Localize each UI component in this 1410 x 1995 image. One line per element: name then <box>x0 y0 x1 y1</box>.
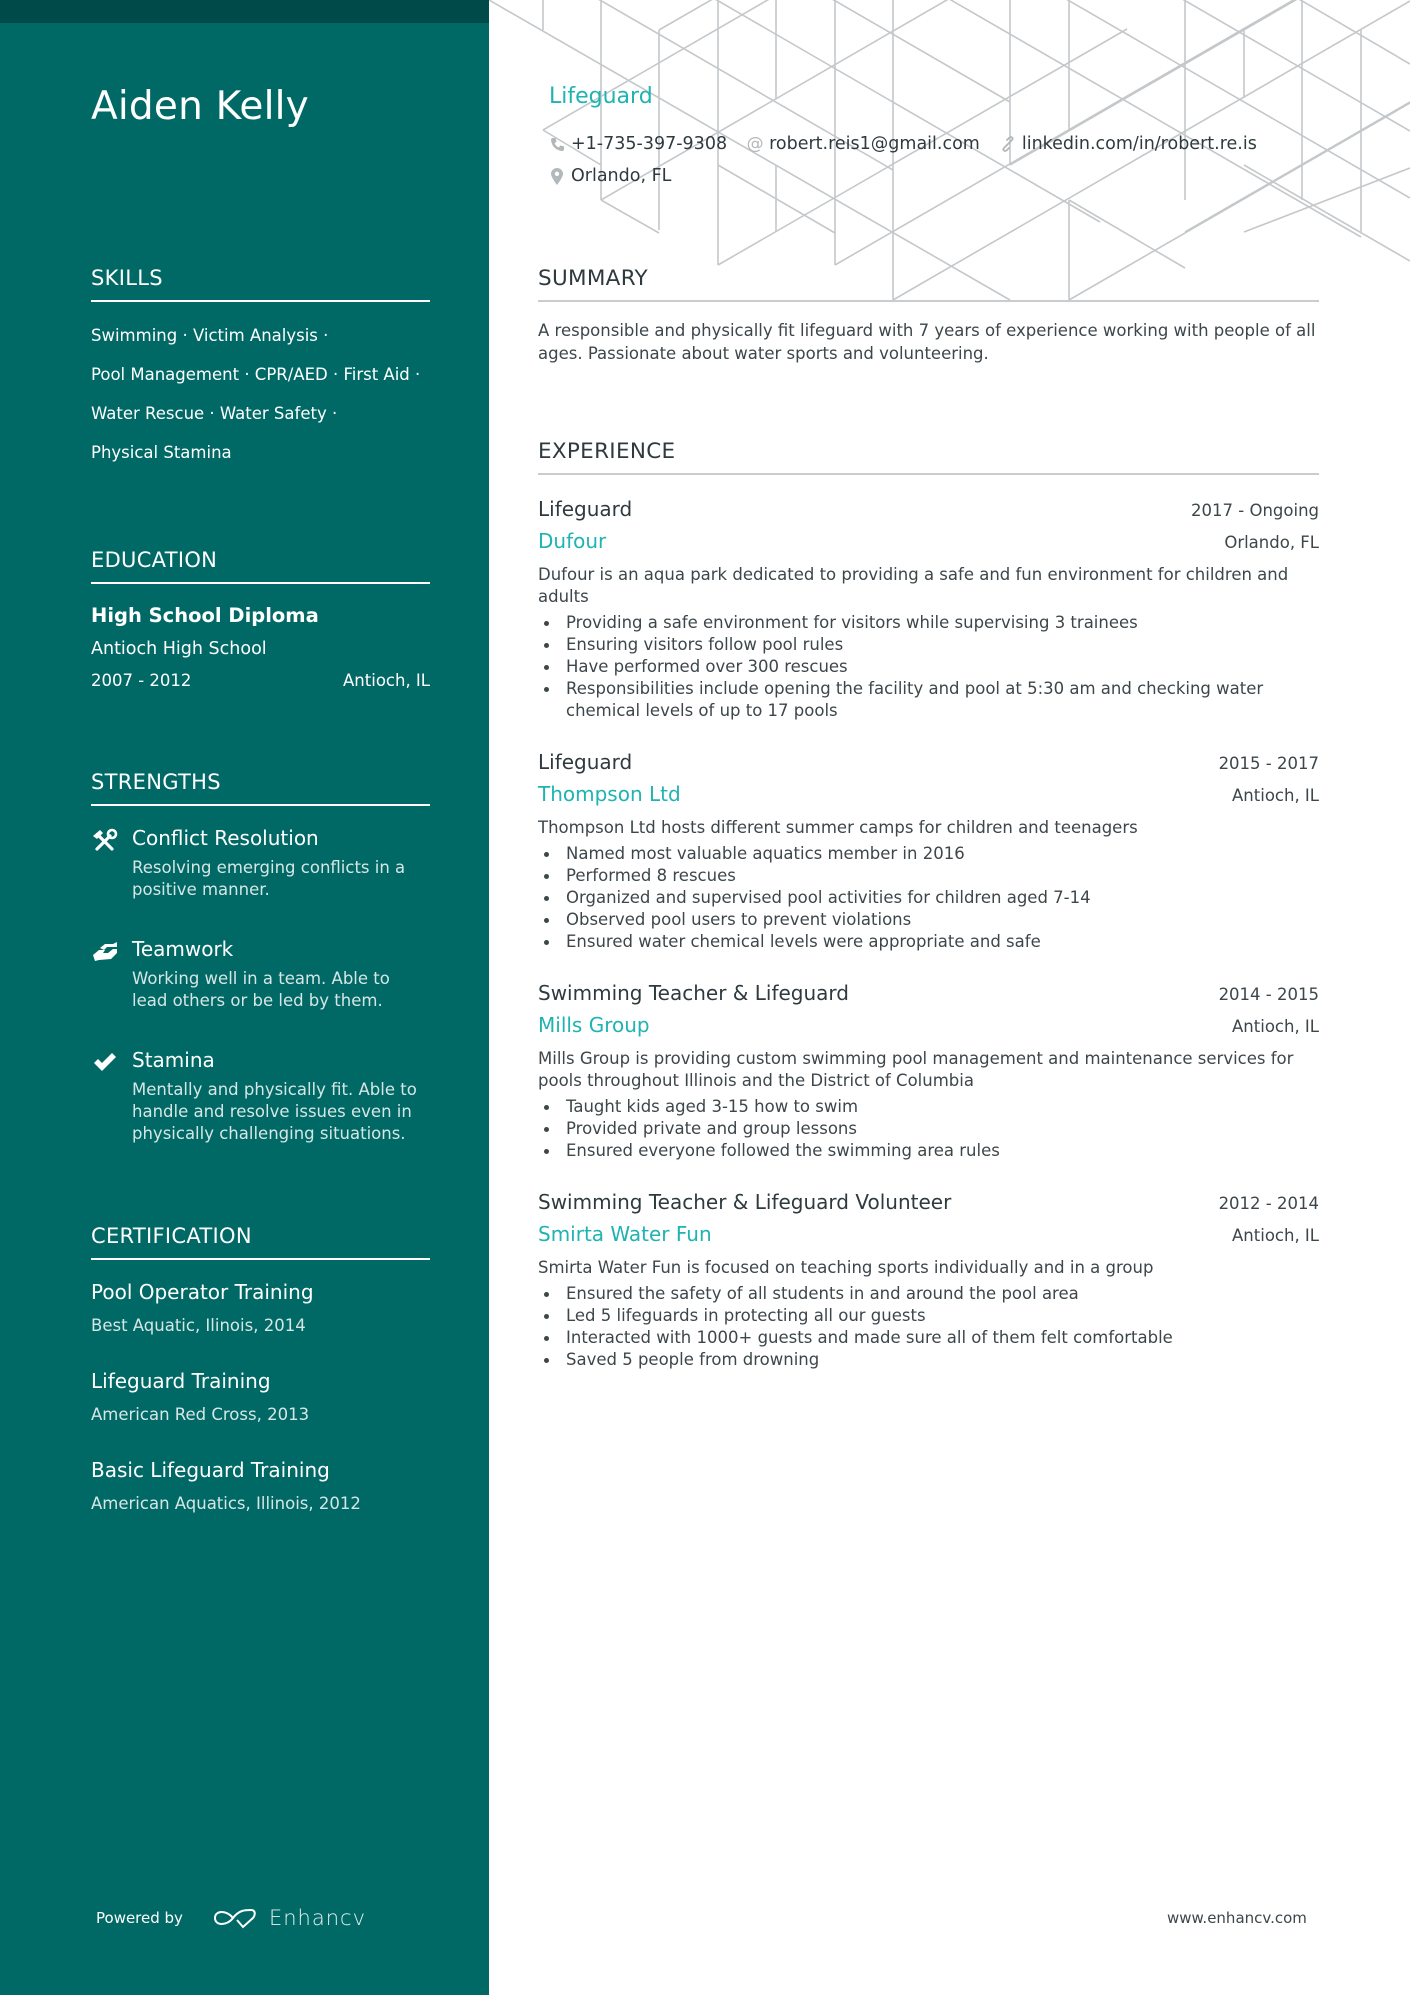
education-dates: 2007 - 2012 <box>91 671 192 690</box>
experience-role: Swimming Teacher & Lifeguard Volunteer <box>538 1190 952 1214</box>
phone-value: +1-735-397-9308 <box>571 134 728 154</box>
skills-list <box>91 316 430 472</box>
strength-item <box>91 826 430 901</box>
contact-phone[interactable] <box>549 134 727 154</box>
hammer-wrench-icon <box>91 828 119 854</box>
bullet-item: Organized and supervised pool activities for children aged 7-14 <box>538 887 1319 909</box>
strength-title: Stamina <box>132 1048 215 1072</box>
strength-description: Working well in a team. Able to lead others or be led by them. <box>132 969 390 1010</box>
bullet-item: Responsibilities include opening the facility and pool at 5:30 am and checking water chemical levels of up to 17 pools <box>538 678 1319 722</box>
education-location: Antioch, IL <box>343 671 430 690</box>
powered-by-label: Powered by <box>96 1909 183 1927</box>
education-school: Antioch High School <box>91 639 267 659</box>
experience-dates: 2017 - Ongoing <box>1191 501 1319 520</box>
skills-section <box>91 266 430 472</box>
contact-location <box>549 166 671 186</box>
experience-location: Antioch, IL <box>1232 1017 1319 1036</box>
bullet-item: Interacted with 1000+ guests and made sure all of them felt comfortable <box>538 1327 1319 1349</box>
experience-role: Lifeguard <box>538 750 633 774</box>
website-link[interactable]: www.enhancv.com <box>1167 1909 1307 1927</box>
bullet-item: Named most valuable aquatics member in 2016 <box>538 843 1319 865</box>
bullet-item: Saved 5 people from drowning <box>538 1349 1319 1371</box>
skill-line: Swimming · Victim Analysis · <box>91 326 329 345</box>
experience-item <box>538 1190 1319 1371</box>
strength-item <box>91 1048 430 1145</box>
enhancv-brand: Enhancv <box>268 1906 366 1930</box>
summary-section <box>538 266 1319 365</box>
contact-email[interactable] <box>747 134 980 154</box>
summary-heading: SUMMARY <box>538 266 1319 302</box>
link-icon <box>1000 135 1016 153</box>
skill-line: Water Rescue · Water Safety · <box>91 404 338 423</box>
certification-item <box>91 1458 430 1513</box>
checkmark-icon <box>91 1050 119 1076</box>
strengths-section <box>91 770 430 1145</box>
job-title: Lifeguard <box>549 84 653 109</box>
strengths-heading: STRENGTHS <box>91 770 430 806</box>
experience-bullets <box>538 1096 1319 1162</box>
bullet-item: Providing a safe environment for visitors while supervising 3 trainees <box>538 612 1319 634</box>
experience-role: Swimming Teacher & Lifeguard <box>538 981 849 1005</box>
certification-title: Pool Operator Training <box>91 1280 314 1304</box>
summary-text: A responsible and physically fit lifeguard with 7 years of experience working with people of all ages. Passionate about water sports and volunteering. <box>538 321 1316 363</box>
strength-title: Teamwork <box>132 937 234 961</box>
strength-item <box>91 937 430 1012</box>
enhancv-logo-icon <box>211 1906 259 1930</box>
strength-description: Mentally and physically fit. Able to handle and resolve issues even in physically challenging situations. <box>132 1080 417 1143</box>
experience-dates: 2014 - 2015 <box>1218 985 1319 1004</box>
geometric-pattern <box>489 0 1410 310</box>
skill-line: Pool Management · CPR/AED · First Aid · <box>91 365 421 384</box>
strength-description: Resolving emerging conflicts in a positive manner. <box>132 858 406 899</box>
email-value: robert.reis1@gmail.com <box>769 134 980 154</box>
bullet-item: Provided private and group lessons <box>538 1118 1319 1140</box>
experience-company: Smirta Water Fun <box>538 1222 712 1246</box>
skills-heading: SKILLS <box>91 266 430 302</box>
at-icon: @ <box>746 134 764 154</box>
phone-icon <box>549 135 565 153</box>
education-degree: High School Diploma <box>91 604 319 627</box>
certification-item <box>91 1280 430 1335</box>
candidate-name: Aiden Kelly <box>91 84 309 129</box>
bullet-item: Ensured everyone followed the swimming area rules <box>538 1140 1319 1162</box>
handshake-icon <box>91 939 119 965</box>
experience-company: Thompson Ltd <box>538 782 681 806</box>
experience-bullets <box>538 612 1319 722</box>
experience-item <box>538 750 1319 953</box>
experience-bullets <box>538 1283 1319 1371</box>
sidebar-top-band <box>0 0 489 23</box>
experience-item <box>538 497 1319 722</box>
education-section <box>91 548 430 690</box>
experience-role: Lifeguard <box>538 497 633 521</box>
experience-section <box>538 439 1319 1371</box>
certification-heading: CERTIFICATION <box>91 1224 430 1260</box>
location-value: Orlando, FL <box>571 166 672 186</box>
bullet-item: Ensuring visitors follow pool rules <box>538 634 1319 656</box>
education-heading: EDUCATION <box>91 548 430 584</box>
experience-company: Dufour <box>538 529 607 553</box>
contact-linkedin[interactable] <box>1000 134 1257 154</box>
experience-location: Orlando, FL <box>1224 533 1319 552</box>
bullet-item: Ensured water chemical levels were appropriate and safe <box>538 931 1319 953</box>
certification-meta: American Aquatics, Illinois, 2012 <box>91 1494 361 1513</box>
experience-description: Smirta Water Fun is focused on teaching sports individually and in a group <box>538 1258 1154 1277</box>
certification-title: Basic Lifeguard Training <box>91 1458 330 1482</box>
certification-meta: American Red Cross, 2013 <box>91 1405 310 1424</box>
powered-by <box>96 1906 366 1930</box>
bullet-item: Observed pool users to prevent violations <box>538 909 1319 931</box>
map-pin-icon <box>549 167 565 185</box>
experience-description: Thompson Ltd hosts different summer camps for children and teenagers <box>538 818 1138 837</box>
experience-bullets <box>538 843 1319 953</box>
experience-location: Antioch, IL <box>1232 786 1319 805</box>
bullet-item: Led 5 lifeguards in protecting all our guests <box>538 1305 1319 1327</box>
certification-item <box>91 1369 430 1424</box>
contact-row <box>549 166 691 186</box>
bullet-item: Performed 8 rescues <box>538 865 1319 887</box>
sidebar <box>0 0 489 1995</box>
experience-description: Mills Group is providing custom swimming pool management and maintenance services for pools throughout Illinois and the District of Columbia <box>538 1049 1294 1090</box>
linkedin-value: linkedin.com/in/robert.re.is <box>1021 134 1257 154</box>
skill-line: Physical Stamina <box>91 443 232 462</box>
strength-title: Conflict Resolution <box>132 826 319 850</box>
experience-description: Dufour is an aqua park dedicated to providing a safe and fun environment for children and adults <box>538 565 1289 606</box>
certification-title: Lifeguard Training <box>91 1369 271 1393</box>
experience-company: Mills Group <box>538 1013 650 1037</box>
experience-item <box>538 981 1319 1162</box>
contact-row <box>549 134 1277 154</box>
experience-location: Antioch, IL <box>1232 1226 1319 1245</box>
bullet-item: Have performed over 300 rescues <box>538 656 1319 678</box>
bullet-item: Ensured the safety of all students in and around the pool area <box>538 1283 1319 1305</box>
experience-heading: EXPERIENCE <box>538 439 1319 475</box>
certification-section <box>91 1224 430 1513</box>
experience-dates: 2012 - 2014 <box>1218 1194 1319 1213</box>
certification-meta: Best Aquatic, Ilinois, 2014 <box>91 1316 306 1335</box>
education-meta <box>91 671 430 690</box>
experience-dates: 2015 - 2017 <box>1218 754 1319 773</box>
bullet-item: Taught kids aged 3-15 how to swim <box>538 1096 1319 1118</box>
